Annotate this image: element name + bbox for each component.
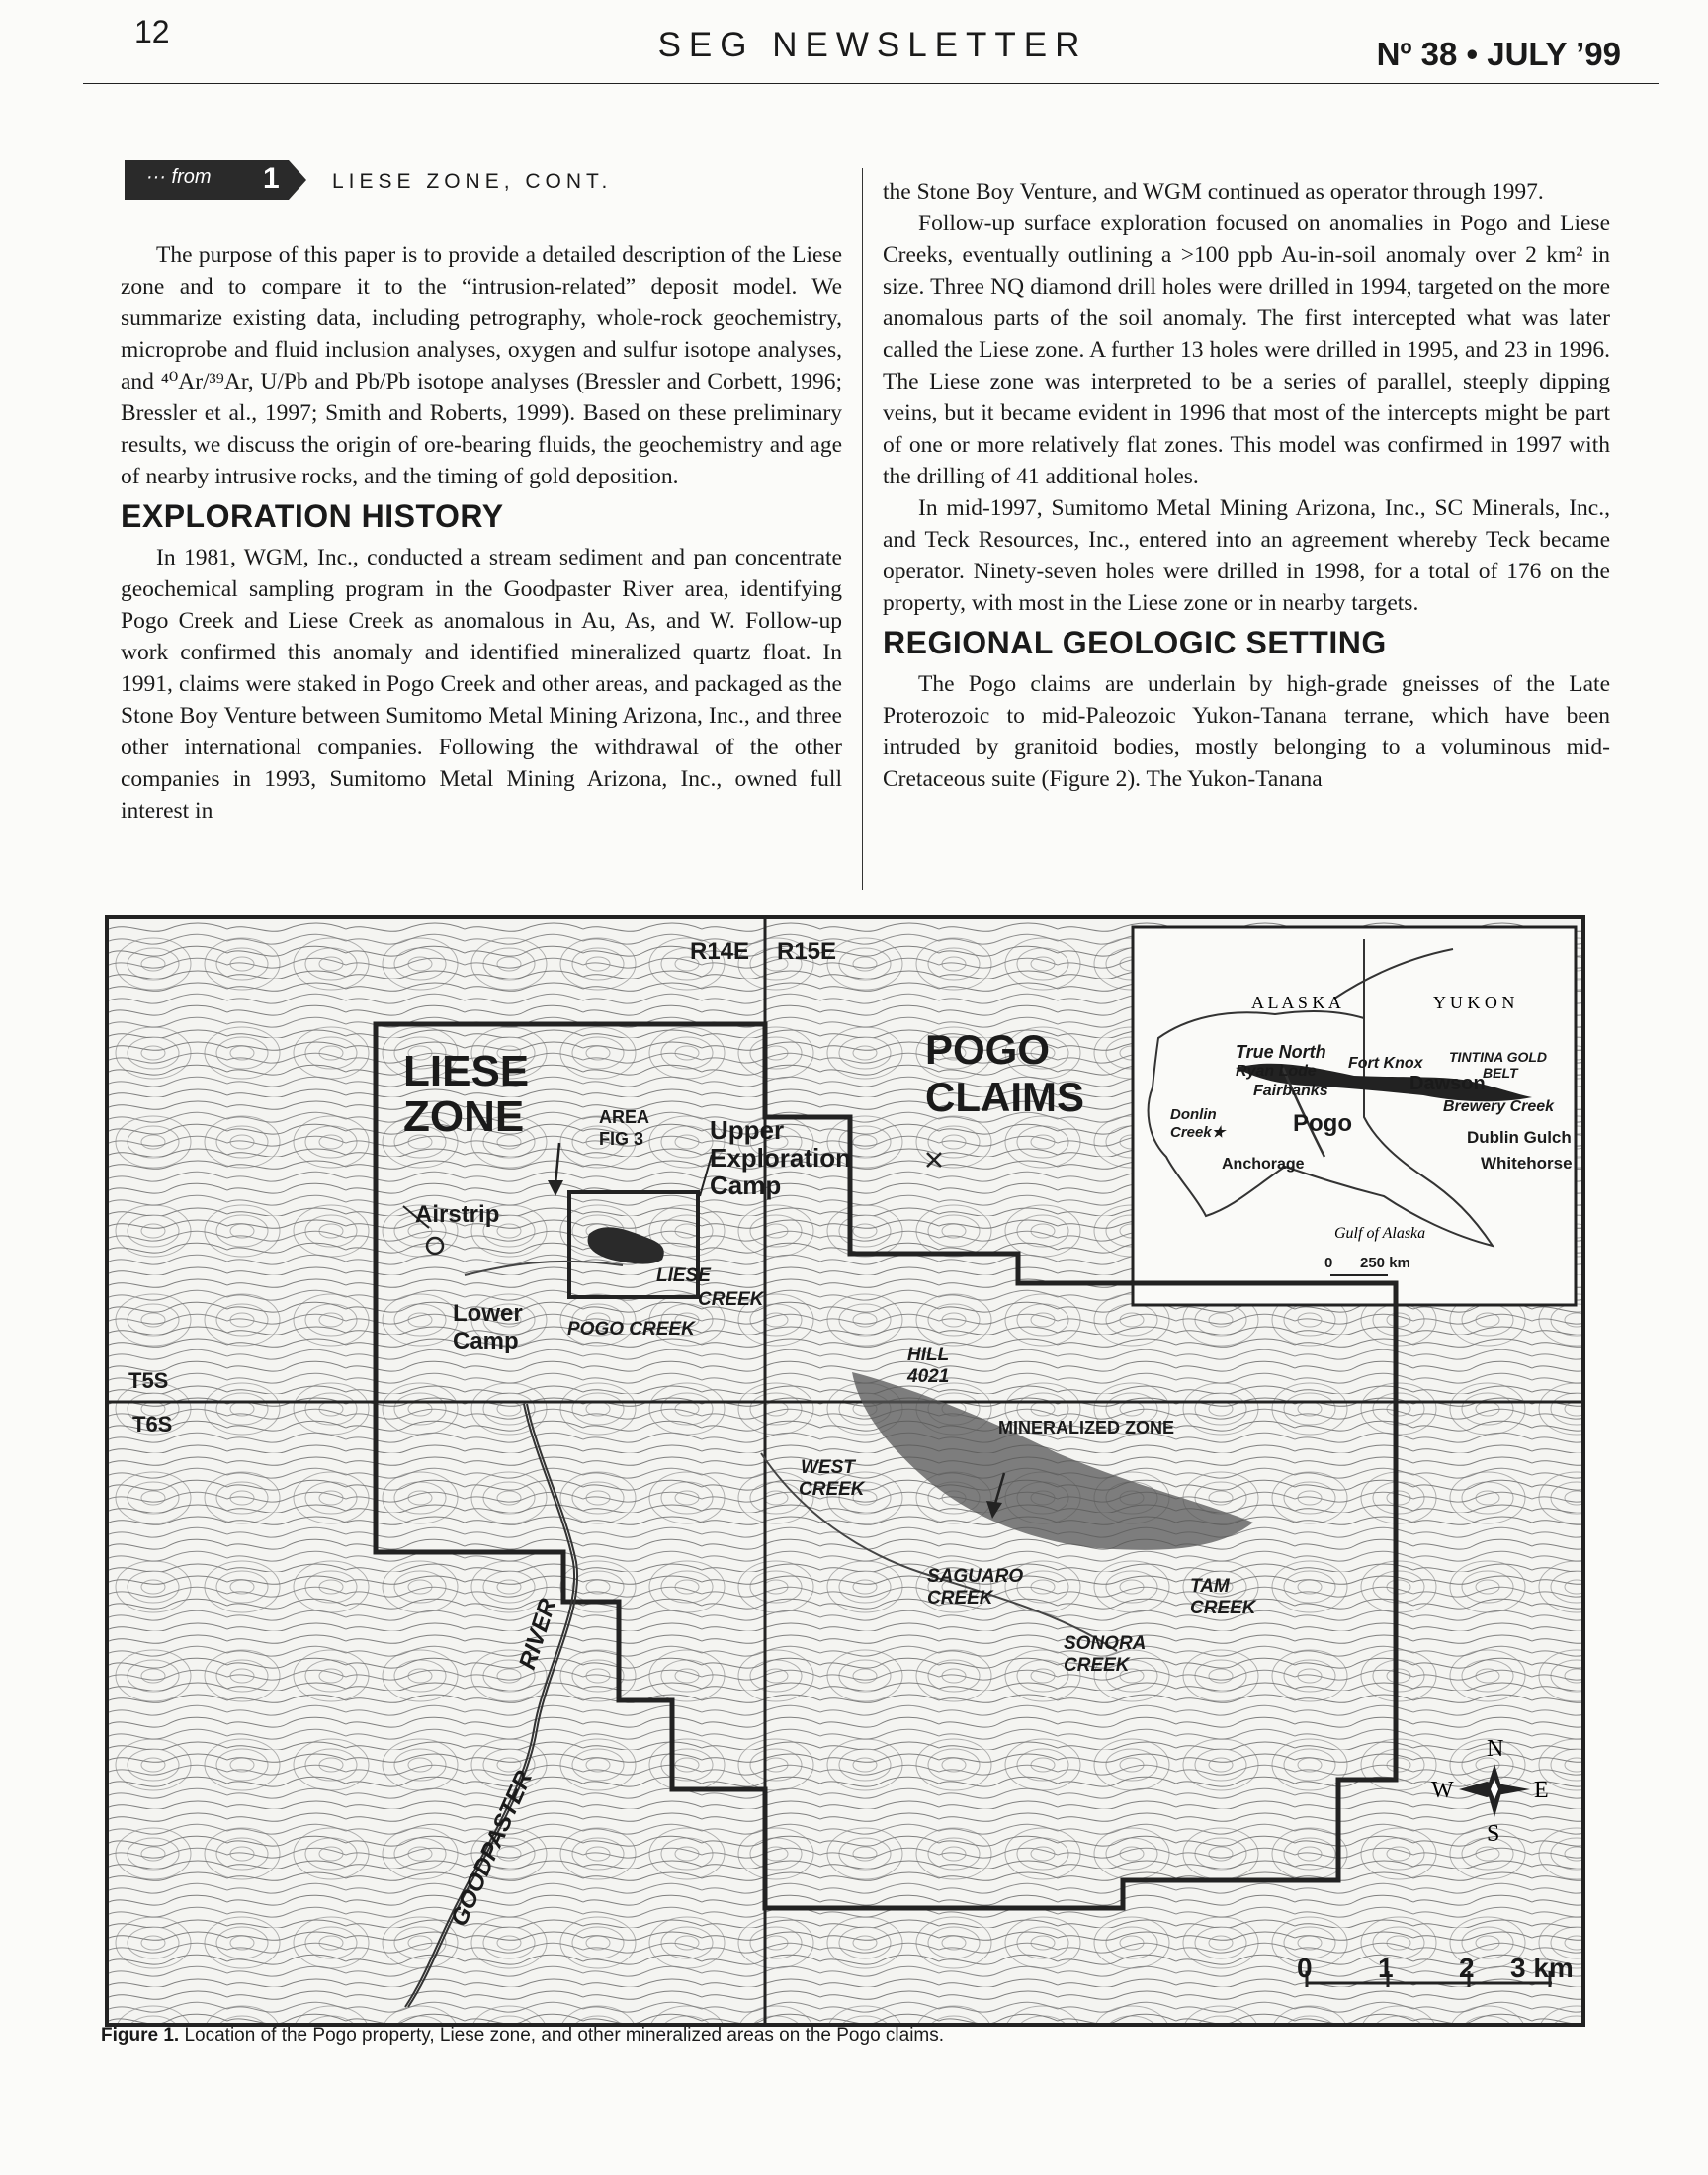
inset-anchorage: Anchorage	[1222, 1156, 1305, 1173]
inset-brewery-creek: Brewery Creek	[1443, 1098, 1555, 1115]
issue-number: Nº 38 • JULY ’99	[1376, 36, 1621, 72]
inset-scale-km: 250 km	[1360, 1255, 1410, 1271]
label-hill: HILL	[907, 1345, 950, 1365]
regional-geology-heading: REGIONAL GEOLOGIC SETTING	[883, 625, 1387, 660]
exploration-paragraph: In 1981, WGM, Inc., conducted a stream sediment and pan concentrate geochemical sampling program in the Goodpaster River area, identifying Pogo Creek and Liese Creek as anomalous in Au, As, and W. Follow-up work confirmed this anomaly and identified mineralized quartz float. In 1991, claims were staked in Pogo Creek and other areas, and packaged as the Stone Boy Venture between Sumitomo Metal Mining Arizona, Inc., and three other international companies. Following the withdrawal of the other companies in 1993, Sumitomo Metal Mining Arizona, Inc., owned full interest in	[121, 545, 842, 824]
regional-paragraph: The Pogo claims are underlain by high-grade gneisses of the Late Proterozoic to mid-Paleozoic Yukon-Tanana terrane, which have been intruded by granitoid bodies, mostly belonging to a voluminous mid-Cretaceous suite (Figure 2). The Yukon-Tanana	[883, 671, 1610, 792]
label-upper-camp: Camp	[710, 1171, 782, 1200]
caption-label: Figure 1.	[101, 2025, 180, 2045]
label-goodpaster: GOODPASTER	[445, 1767, 539, 1931]
inset-dawson: Dawson	[1409, 1073, 1486, 1094]
teck-paragraph: In mid-1997, Sumitomo Metal Mining Arizona, Inc., SC Minerals, Inc., and Teck Resources, Inc., entered into an agreement whereby Teck became operator. Ninety-seven holes were drilled in 1998, for a total of 176 on the property, with most in the Liese zone or in nearby targets.	[883, 495, 1610, 616]
inset-yukon: Y U K O N	[1433, 993, 1515, 1012]
left-column	[121, 239, 842, 826]
scale-0: 0	[1297, 1953, 1313, 1983]
scale-2: 2	[1459, 1953, 1475, 1983]
label-saguaro-creek: CREEK	[927, 1588, 993, 1609]
label-claims: CLAIMS	[925, 1074, 1084, 1120]
label-tam: TAM	[1190, 1576, 1230, 1597]
label-pogo: POGO	[925, 1026, 1051, 1073]
inset-pogo: Pogo	[1293, 1110, 1352, 1137]
label-r14e: R14E	[690, 938, 750, 965]
label-river: RIVER	[514, 1595, 562, 1673]
label-airstrip: Airstrip	[415, 1201, 500, 1228]
inset-donlin-1: Donlin	[1170, 1106, 1217, 1123]
label-hill-number: 4021	[907, 1366, 950, 1387]
compass-north: N	[1487, 1736, 1504, 1762]
exploration-history-heading: EXPLORATION HISTORY	[121, 498, 504, 534]
scale-3km: 3 km	[1510, 1953, 1574, 1983]
inset-alaska: A L A S K A	[1251, 993, 1341, 1012]
followup-paragraph: Follow-up surface exploration focused on anomalies in Pogo and Liese Creeks, eventually outlining a >100 ppb Au-in-soil anomaly over 2 km² in size. Three NQ diamond drill holes were drilled in 1994, targeted on the more anomalous parts of the soil anomaly. The first intercepted what was later called the Liese zone. A further 13 holes were drilled in 1995, and 23 in 1996. The Liese zone was interpreted to be a series of parallel, steeply dipping veins, but it became evident in 1996 that most of the intercepts might be part of one or more relatively flat zones. This model was confirmed in 1997 with the drilling of 41 additional holes.	[883, 211, 1610, 489]
compass-west: W	[1431, 1778, 1454, 1803]
label-t6s: T6S	[132, 1412, 173, 1436]
label-lower: Lower	[453, 1300, 523, 1327]
figure-1-map	[105, 915, 1585, 2027]
topographic-map	[109, 919, 1581, 2023]
label-fig3: FIG 3	[599, 1129, 644, 1149]
label-west-creek: CREEK	[799, 1479, 865, 1500]
inset-gulf: Gulf of Alaska	[1334, 1225, 1426, 1242]
continued-paragraph: the Stone Boy Venture, and WGM continued as operator through 1997.	[883, 179, 1544, 205]
label-pogo-creek: POGO CREEK	[567, 1319, 695, 1340]
label-r15e: R15E	[777, 938, 837, 965]
label-saguaro: SAGUARO	[927, 1566, 1024, 1587]
continued-from-badge	[125, 160, 306, 200]
header-rule	[83, 83, 1659, 84]
intro-paragraph: The purpose of this paper is to provide a detailed description of the Liese zone and to compare it to the “intrusion-related” deposit model. We summarize existing data, including petrography, whole-rock geochemistry, microprobe and fluid inclusion analyses, oxygen and sulfur isotope analyses, and ⁴⁰Ar/³⁹Ar, U/Pb and Pb/Pb isotope analyses (Bressler and Corbett, 1996; Bressler et al., 1997; Smith and Roberts, 1999). Based on these preliminary results, we discuss the origin of ore-bearing fluids, the geochemistry and age of nearby intrusive rocks, and the timing of gold deposition.	[121, 242, 842, 489]
figure-caption	[101, 2025, 944, 2046]
label-zone: ZONE	[403, 1092, 525, 1141]
inset-fairbanks: Fairbanks	[1253, 1083, 1328, 1099]
inset-scale-0: 0	[1324, 1255, 1333, 1271]
inset-tintina-2: BELT	[1483, 1065, 1518, 1081]
inset-tintina-1: TINTINA GOLD	[1449, 1049, 1548, 1065]
label-upper: Upper	[710, 1115, 785, 1145]
newsletter-title: SEG NEWSLETTER	[657, 26, 1088, 64]
inset-ryan-lode: Ryan Lode	[1236, 1063, 1317, 1080]
label-lower-camp: Camp	[453, 1328, 519, 1354]
label-sonora: SONORA	[1064, 1633, 1147, 1654]
badge-number: 1	[263, 162, 280, 195]
label-west: WEST	[801, 1457, 855, 1478]
label-t5s: T5S	[128, 1368, 169, 1393]
label-tam-creek: CREEK	[1190, 1598, 1256, 1618]
inset-donlin-2: Creek★	[1170, 1124, 1226, 1141]
right-column	[883, 176, 1610, 795]
scale-1: 1	[1378, 1953, 1394, 1983]
page-number: 12	[134, 14, 170, 49]
label-area: AREA	[599, 1107, 650, 1127]
badge-text: ··· from	[146, 166, 212, 188]
compass-east: E	[1534, 1778, 1549, 1803]
compass-south: S	[1487, 1821, 1500, 1847]
label-sonora-creek: CREEK	[1064, 1655, 1130, 1676]
inset-fort-knox: Fort Knox	[1348, 1055, 1423, 1072]
label-liese-creek-1: LIESE	[656, 1265, 711, 1286]
inset-dublin-gulch: Dublin Gulch	[1467, 1128, 1572, 1147]
label-liese-creek-2: CREEK	[698, 1289, 764, 1310]
caption-text: Location of the Pogo property, Liese zone, and other mineralized areas on the Pogo claims.	[184, 2025, 945, 2045]
label-exploration: Exploration	[710, 1143, 852, 1173]
inset-whitehorse: Whitehorse	[1481, 1154, 1573, 1173]
label-liese: LIESE	[403, 1047, 530, 1095]
label-mineralized-zone: MINERALIZED ZONE	[998, 1418, 1174, 1437]
inset-true-north: True North	[1236, 1042, 1326, 1062]
column-divider	[862, 168, 863, 890]
continuation-label: LIESE ZONE, CONT.	[332, 170, 613, 193]
